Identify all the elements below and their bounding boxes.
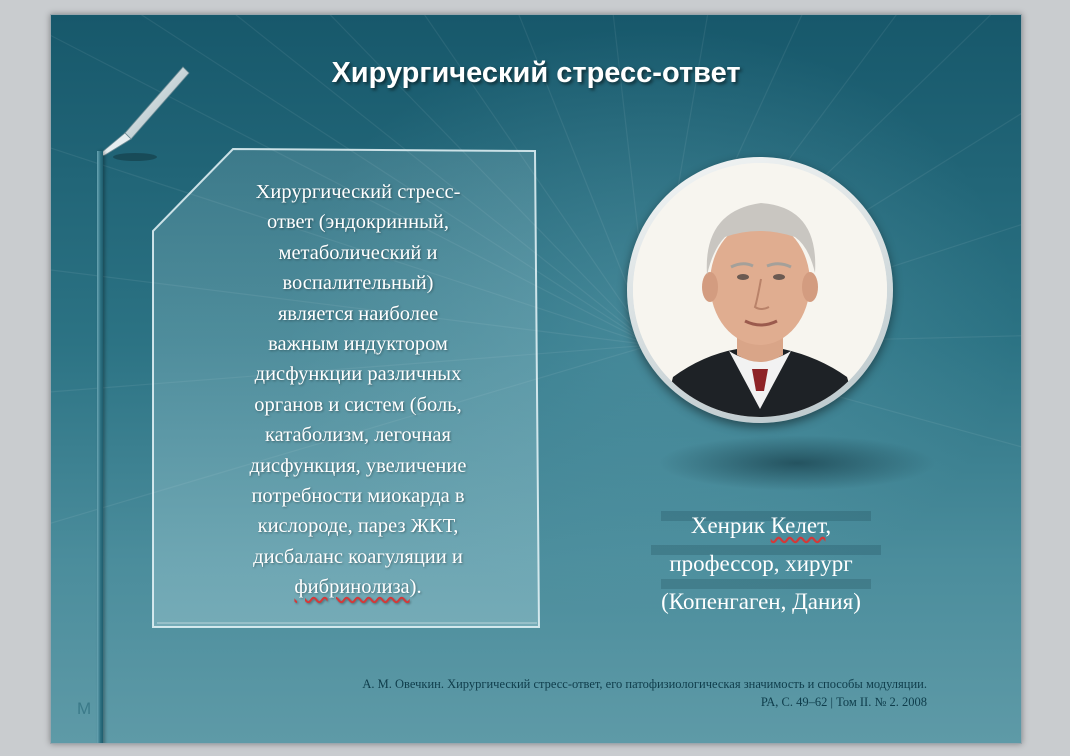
citation xyxy=(362,675,927,711)
slide xyxy=(50,14,1022,744)
body-line: Хирургический стресс- xyxy=(255,181,461,203)
body-line: дисбаланс коагуляции и xyxy=(253,545,463,568)
caption-first-name: Хенрик xyxy=(690,513,765,538)
body-line: потребности миокарда в xyxy=(251,485,465,508)
body-line: органов и систем (боль, xyxy=(254,393,462,416)
left-rail-decoration xyxy=(97,151,103,744)
slide-logo: M xyxy=(77,699,92,718)
portrait-caption xyxy=(611,507,911,621)
citation-line-2: РА, С. 49–62 | Том II. № 2. 2008 xyxy=(760,695,927,709)
body-line: дисфункция, увеличение xyxy=(249,454,467,477)
body-line: является наиболее xyxy=(277,302,439,325)
body-line: катаболизм, легочная xyxy=(265,424,451,447)
body-line: важным индуктором xyxy=(268,333,448,356)
caption-place: (Копенгаген, Дания) xyxy=(661,589,861,614)
body-line: воспалительный) xyxy=(282,272,434,295)
photo-shadow xyxy=(657,435,937,491)
body-line: кислороде, парез ЖКТ, xyxy=(257,515,459,538)
caption-last-name: Келет xyxy=(770,513,826,538)
caption-role: профессор, хирург xyxy=(669,551,853,576)
body-line-last xyxy=(223,572,493,602)
citation-line-1: А. М. Овечкин. Хирургический стресс-ответ, его патофизиологическая значимость и способы модуляции. xyxy=(362,677,927,691)
body-line: метаболический и xyxy=(278,241,438,264)
caption-comma: , xyxy=(825,513,832,538)
body-line: дисфункции различных xyxy=(254,363,462,386)
body-last-word: фибринолиза xyxy=(294,576,410,599)
body-line: ответ (эндокринный, xyxy=(267,211,449,234)
portrait-photo-frame xyxy=(627,157,893,423)
caption-name xyxy=(611,507,911,545)
body-last-tail: ). xyxy=(409,576,422,599)
body-text-panel xyxy=(223,177,493,603)
slide-title: Хирургический стресс-ответ xyxy=(331,57,741,89)
portrait-photo xyxy=(633,163,887,417)
